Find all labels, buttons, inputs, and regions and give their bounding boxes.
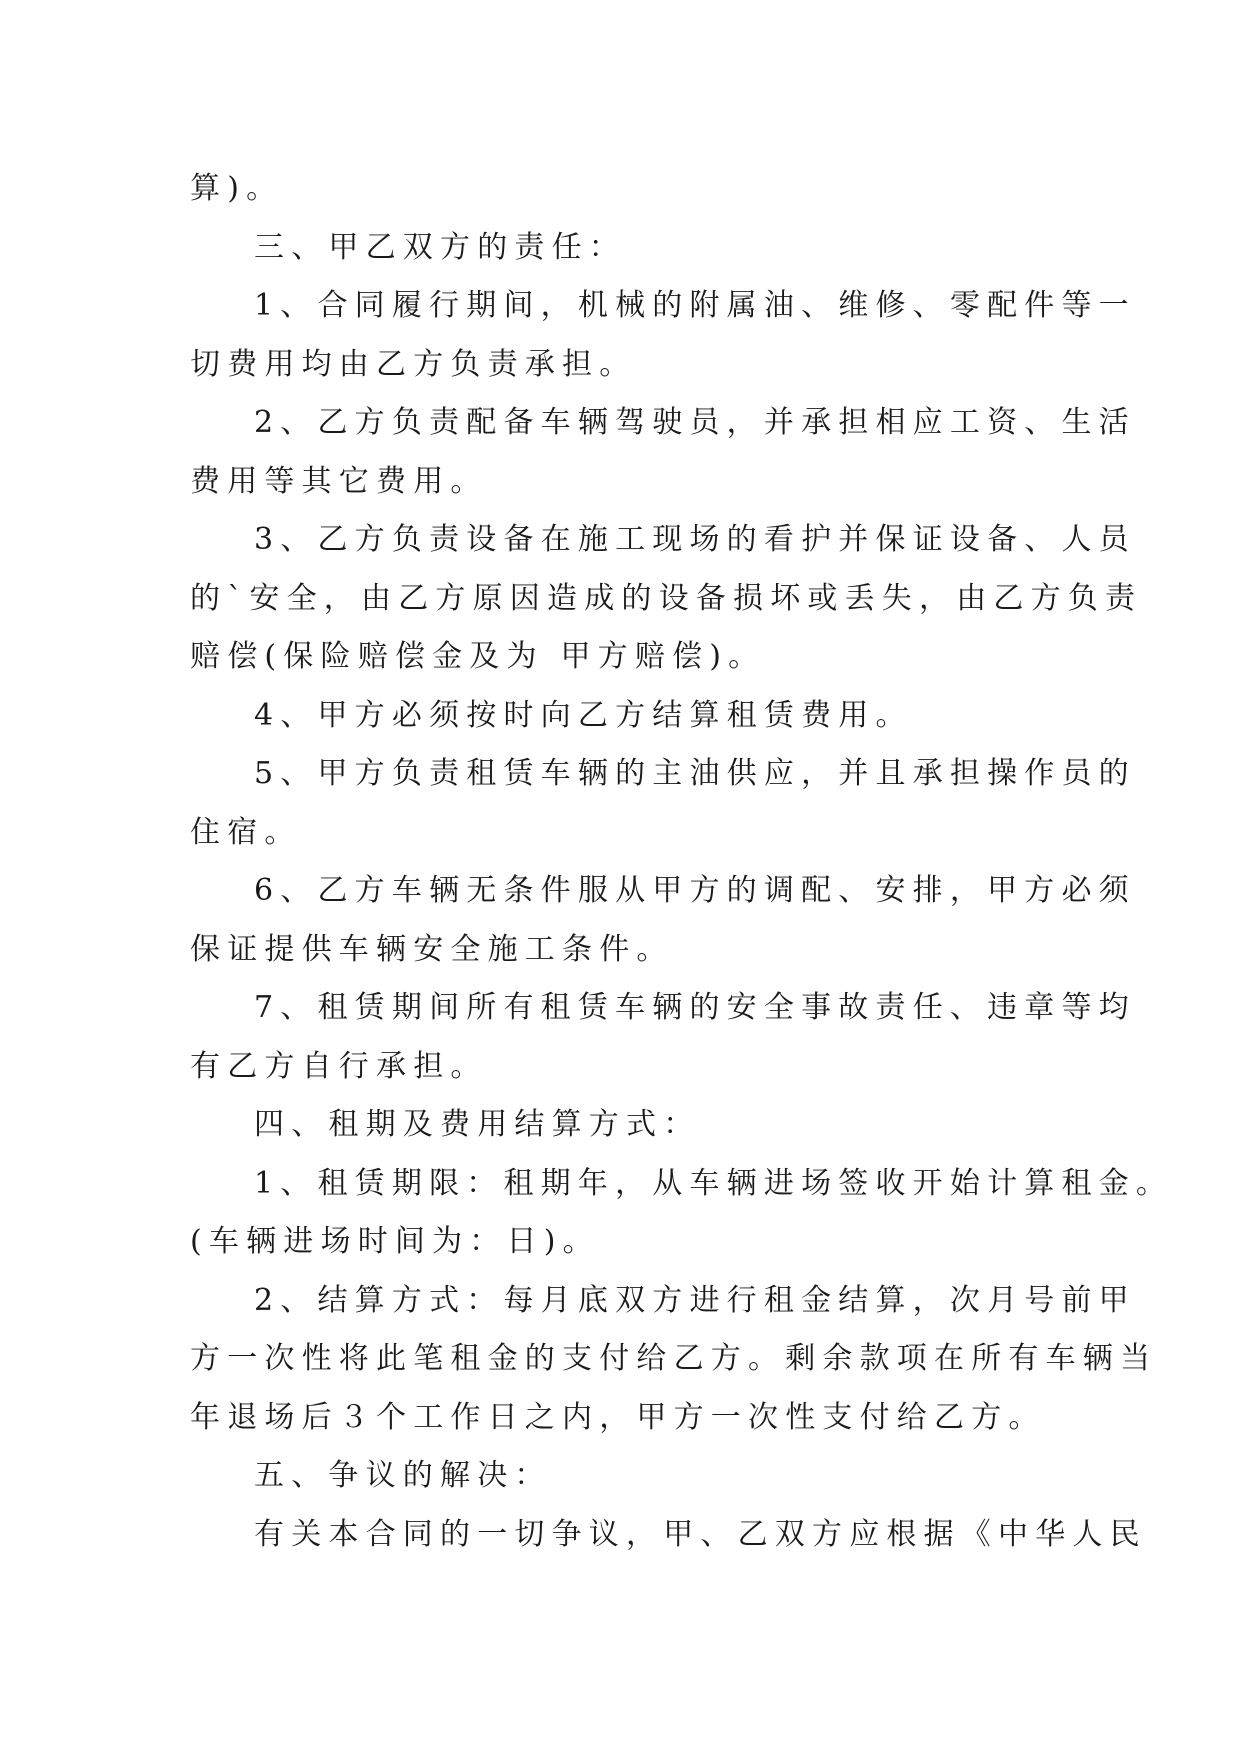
text-line: 3、乙方负责设备在施工现场的看护并保证设备、人员 — [254, 522, 1136, 557]
text-line: 赔偿(保险赔偿金及为 甲方赔偿)。 — [190, 639, 766, 674]
text-line: 4、甲方必须按时向乙方结算租赁费用。 — [254, 697, 913, 733]
text-line: 年退场后３个工作日之内，甲方一次性支付给乙方。 — [190, 1399, 1046, 1435]
text-line: 1、合同履行期间，机械的附属油、维修、零配件等一 — [254, 288, 1136, 323]
text-line: 保证提供车辆安全施工条件。 — [190, 931, 674, 967]
text-line: 2、结算方式：每月底双方进行租金结算，次月号前甲 — [254, 1282, 1136, 1318]
section-heading-lease-term: 四、租期及费用结算方式： — [254, 1107, 701, 1142]
text-line: 2、乙方负责配备车辆驾驶员，并承担相应工资、生活 — [254, 405, 1136, 440]
text-line: 1、租赁期限：租期年，从车辆进场签收开始计算租金。 — [254, 1165, 1174, 1201]
text-line: 6、乙方车辆无条件服从甲方的调配、安排，甲方必须 — [254, 873, 1136, 908]
section-heading-responsibilities: 三、甲乙双方的责任： — [254, 229, 626, 265]
text-line: 住宿。 — [190, 814, 302, 850]
contract-body-text — [190, 160, 1174, 1564]
text-line: 的`安全，由乙方原因造成的设备损坏或丢失，由乙方负责 — [190, 580, 1143, 616]
text-line: 切费用均由乙方负责承担。 — [190, 346, 637, 382]
text-line: 5、甲方负责租赁车辆的主油供应，并且承担操作员的 — [254, 756, 1136, 791]
section-heading-disputes: 五、争议的解决： — [254, 1458, 552, 1493]
text-line: (车辆进场时间为：日)。 — [190, 1224, 600, 1259]
text-line: 方一次性将此笔租金的支付给乙方。剩余款项在所有车辆当 — [190, 1341, 1158, 1376]
text-line: 有关本合同的一切争议，甲、乙双方应根据《中华人民 — [254, 1516, 1147, 1552]
text-line: 算)。 — [190, 171, 284, 206]
text-line: 有乙方自行承担。 — [190, 1048, 488, 1084]
text-line: 费用等其它费用。 — [190, 463, 488, 499]
text-line: 7、租赁期间所有租赁车辆的安全事故责任、违章等均 — [254, 990, 1136, 1025]
